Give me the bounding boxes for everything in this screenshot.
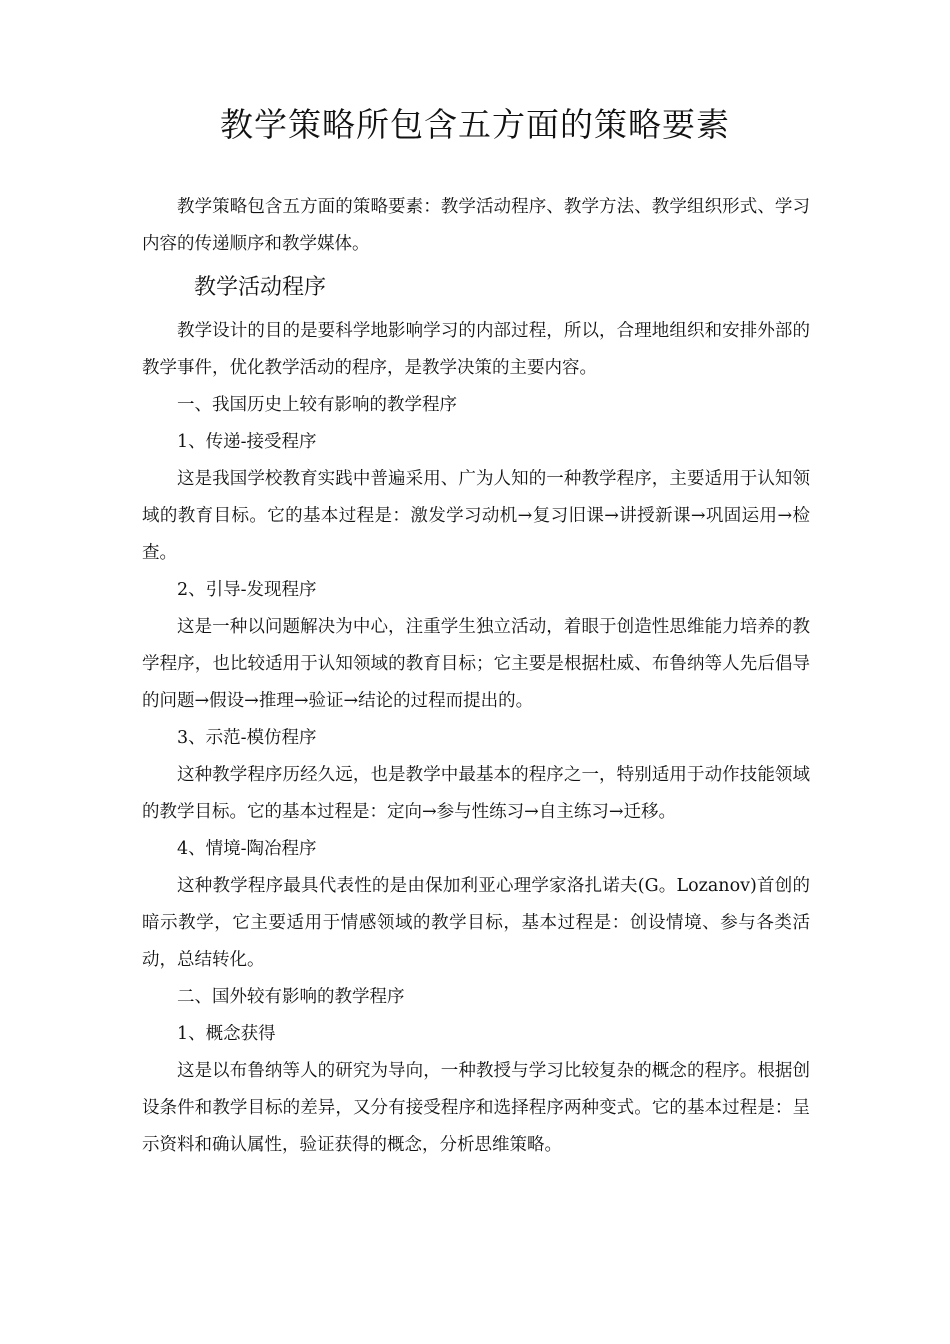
part1-heading: 一、我国历史上较有影响的教学程序 <box>177 395 457 415</box>
item-heading: 1、传递-接受程序 <box>177 432 317 452</box>
section-heading: 教学活动程序 <box>194 275 327 300</box>
document-body <box>142 189 810 1164</box>
item-paragraph: 这是我国学校教育实践中普遍采用、广为人知的一种教学程序，主要适用于认知领域的教育目标。它的基本过程是：激发学习动机→复习旧课→讲授新课→巩固运用→检查。 <box>142 469 810 563</box>
section-intro-paragraph: 教学设计的目的是要科学地影响学习的内部过程，所以，合理地组织和安排外部的教学事件，优化教学活动的程序，是教学决策的主要内容。 <box>142 321 810 378</box>
item-heading: 3、示范-模仿程序 <box>177 728 317 748</box>
item-heading: 4、情境-陶冶程序 <box>177 839 317 859</box>
item-paragraph: 这种教学程序历经久远，也是教学中最基本的程序之一，特别适用于动作技能领域的教学目标。它的基本过程是：定向→参与性练习→自主练习→迁移。 <box>142 765 810 822</box>
intro-paragraph: 教学策略包含五方面的策略要素：教学活动程序、教学方法、教学组织形式、学习内容的传递顺序和教学媒体。 <box>142 197 810 254</box>
item-heading: 1、概念获得 <box>177 1024 276 1044</box>
item-paragraph: 这是以布鲁纳等人的研究为导向，一种教授与学习比较复杂的概念的程序。根据创设条件和教学目标的差异，又分有接受程序和选择程序两种变式。它的基本过程是：呈示资料和确认属性，验证获得的概念，分析思维策略。 <box>142 1061 810 1155</box>
part2-heading: 二、国外较有影响的教学程序 <box>177 987 405 1007</box>
item-heading: 2、引导-发现程序 <box>177 580 317 600</box>
document-title: 教学策略所包含五方面的策略要素 <box>220 105 730 144</box>
item-paragraph: 这是一种以问题解决为中心，注重学生独立活动，着眼于创造性思维能力培养的教学程序，也比较适用于认知领域的教育目标；它主要是根据杜威、布鲁纳等人先后倡导的问题→假设→推理→验证→结论的过程而提出的。 <box>142 617 810 711</box>
item-paragraph: 这种教学程序最具代表性的是由保加利亚心理学家洛扎诺夫(G。Lozanov)首创的暗示教学，它主要适用于情感领域的教学目标，基本过程是：创设情境、参与各类活动，总结转化。 <box>142 876 810 970</box>
